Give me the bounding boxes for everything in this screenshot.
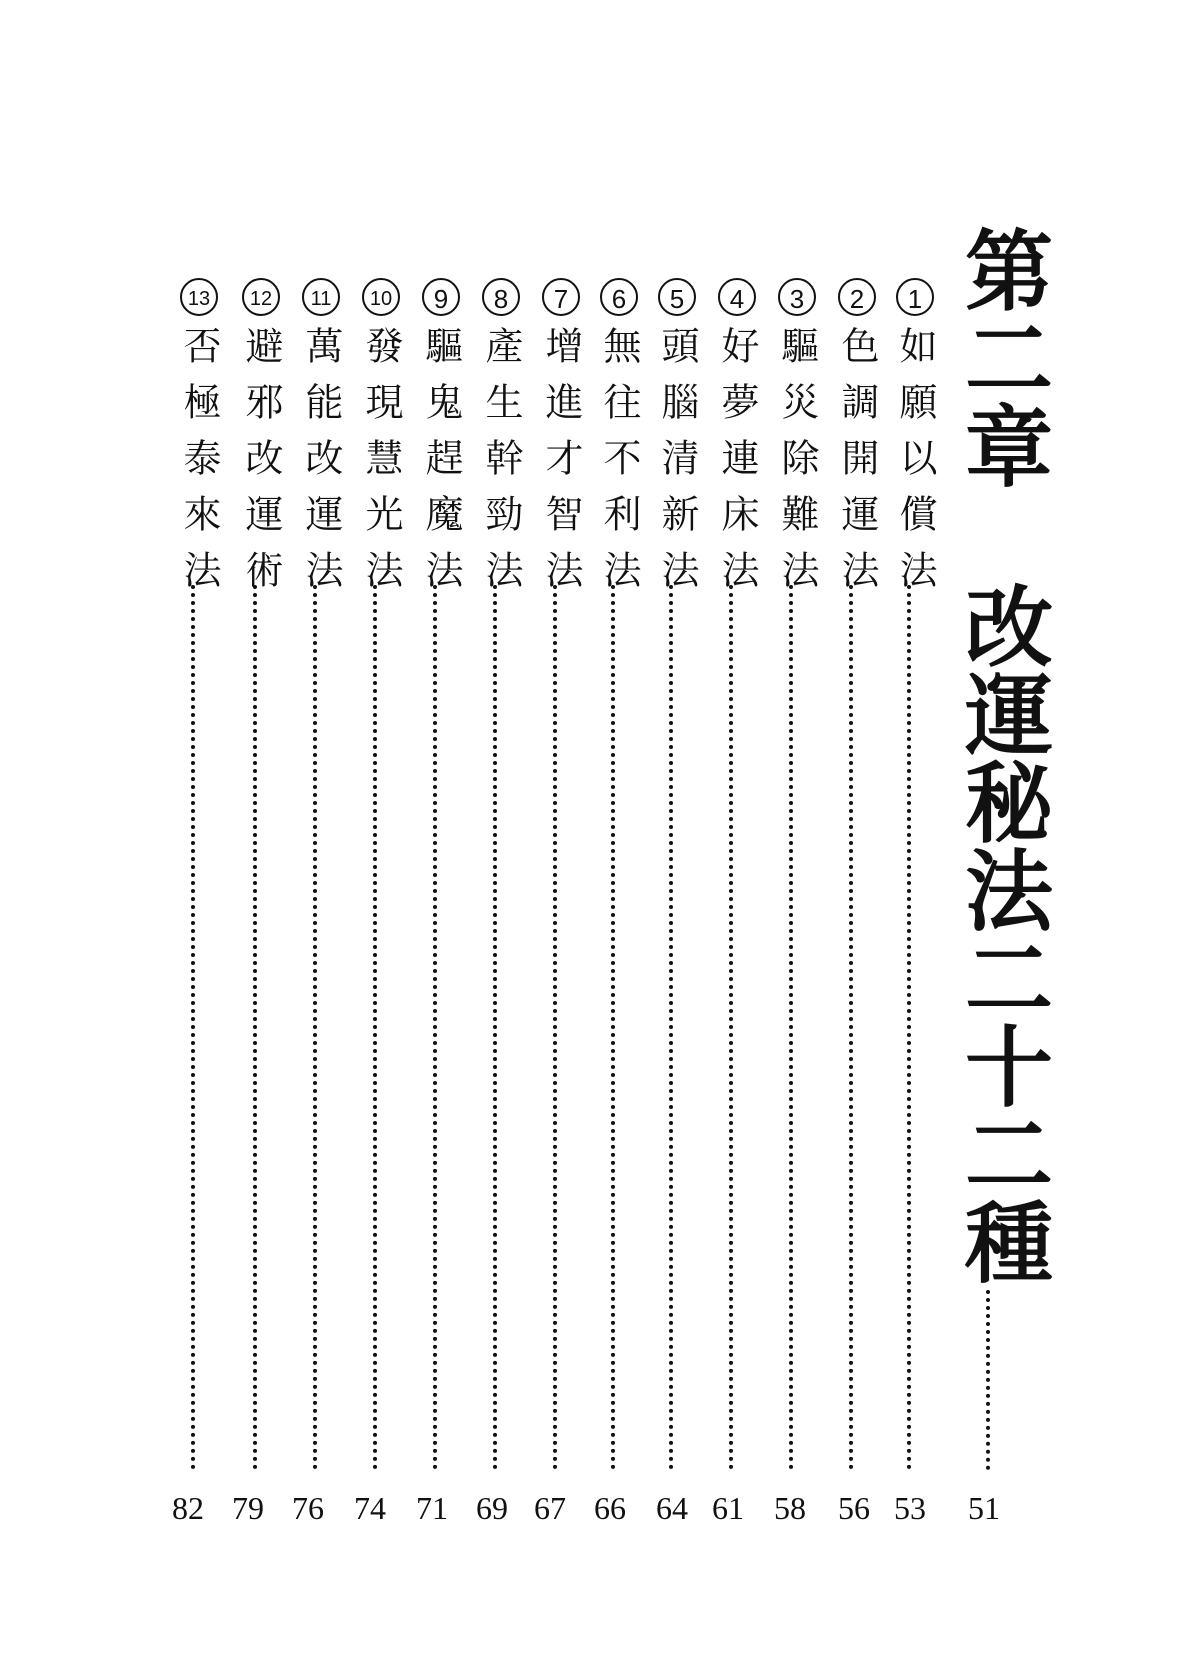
entry-number-circle: 3	[778, 278, 816, 316]
entry-leader-dots	[849, 585, 853, 1470]
entry-number-circle: 5	[658, 278, 696, 316]
entry-leader-dots	[493, 585, 497, 1470]
entry-page-number: 76	[292, 1490, 324, 1526]
entry-number-circle: 13	[180, 278, 218, 316]
entry-leader-dots	[373, 585, 377, 1470]
entry-leader-dots	[907, 585, 911, 1470]
entry-page-number: 71	[416, 1490, 448, 1526]
entry-number-circle: 12	[242, 278, 280, 316]
entry-number-circle: 4	[718, 278, 756, 316]
entry-page-number: 61	[712, 1490, 744, 1526]
entry-title: 好夢連床法	[715, 326, 759, 606]
entry-title: 驅鬼趕魔法	[419, 326, 463, 606]
entry-page-number: 74	[354, 1490, 386, 1526]
entry-page-number: 67	[534, 1490, 566, 1526]
entry-title: 避邪改運術	[239, 326, 283, 606]
entry-title: 發現慧光法	[359, 326, 403, 606]
entry-title: 否極泰來法	[177, 326, 221, 606]
entry-leader-dots	[553, 585, 557, 1470]
entry-title: 色調開運法	[835, 326, 879, 606]
entry-number-circle: 9	[422, 278, 460, 316]
entry-number-circle: 8	[482, 278, 520, 316]
chapter-title: 改運秘法二十二種	[951, 581, 1054, 1285]
entry-title: 如願以償法	[893, 326, 937, 606]
entry-page-number: 53	[894, 1490, 926, 1526]
entry-number-circle: 2	[838, 278, 876, 316]
chapter-page-number: 51	[968, 1490, 1000, 1526]
entry-leader-dots	[433, 585, 437, 1470]
entry-leader-dots	[611, 585, 615, 1470]
entry-title: 產生幹勁法	[479, 326, 523, 606]
chapter-heading	[936, 225, 1054, 1285]
entry-number-circle: 7	[542, 278, 580, 316]
entry-leader-dots	[313, 585, 317, 1470]
entry-leader-dots	[669, 585, 673, 1470]
entry-page-number: 69	[476, 1490, 508, 1526]
entry-number-circle: 10	[362, 278, 400, 316]
entry-title: 無往不利法	[597, 326, 641, 606]
entry-leader-dots	[729, 585, 733, 1470]
entry-number-circle: 1	[896, 278, 934, 316]
entry-number-circle: 11	[302, 278, 340, 316]
entry-leader-dots	[191, 585, 195, 1470]
entry-page-number: 58	[774, 1490, 806, 1526]
entry-page-number: 66	[594, 1490, 626, 1526]
entry-title: 頭腦清新法	[655, 326, 699, 606]
entry-page-number: 82	[172, 1490, 204, 1526]
chapter-label: 第二章	[951, 225, 1054, 489]
entry-page-number: 79	[232, 1490, 264, 1526]
chapter-leader-dots	[986, 1290, 990, 1470]
entry-title: 增進才智法	[539, 326, 583, 606]
entry-leader-dots	[253, 585, 257, 1470]
entry-title: 驅災除難法	[775, 326, 819, 606]
entry-title: 萬能改運法	[299, 326, 343, 606]
entry-page-number: 64	[656, 1490, 688, 1526]
entry-number-circle: 6	[600, 278, 638, 316]
entry-page-number: 56	[838, 1490, 870, 1526]
entry-leader-dots	[789, 585, 793, 1470]
